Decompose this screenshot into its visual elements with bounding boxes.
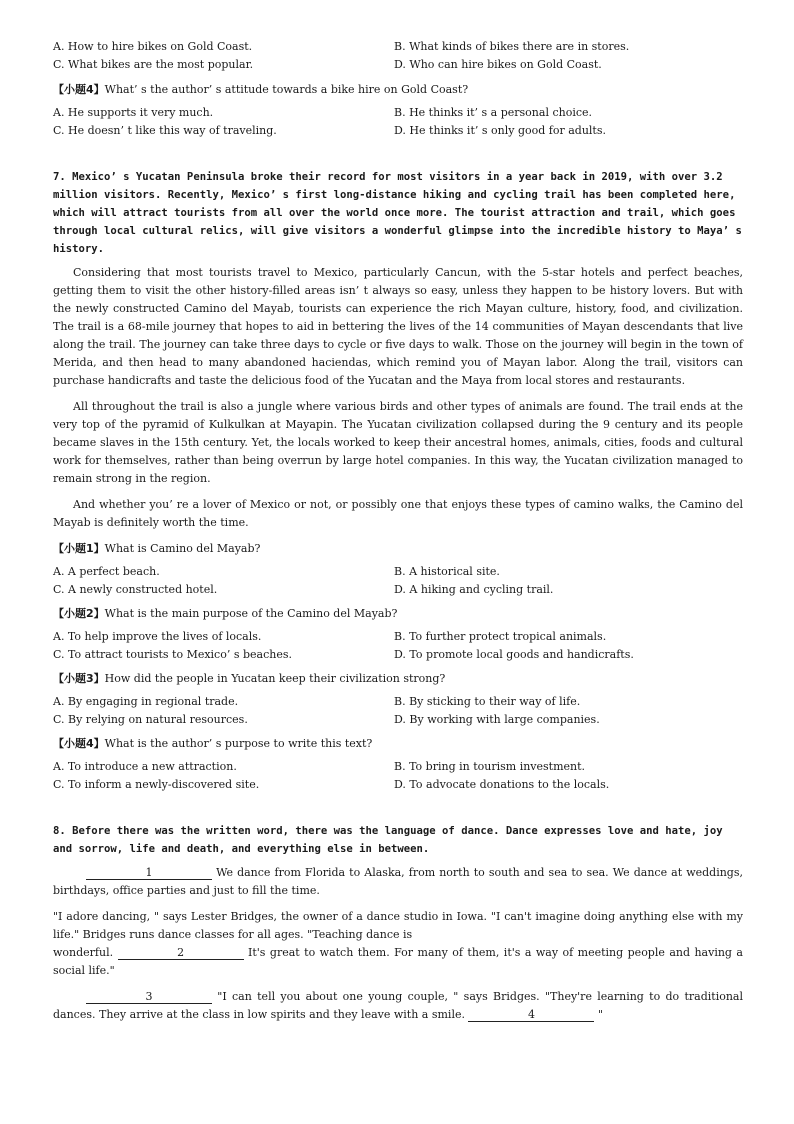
blank-3: 3: [86, 990, 212, 1004]
passage-8-intro: 8. Before there was the written word, there was the language of dance. Dance expresses love and hate, joy and sorrow, life and death, and everything else in between.: [53, 825, 723, 855]
option-a: A. To introduce a new attraction.: [53, 760, 237, 773]
question-stem: [53, 735, 743, 753]
option-a: A. To help improve the lives of locals.: [53, 630, 262, 643]
question-stem: [53, 605, 743, 623]
option-c: C. What bikes are the most popular.: [53, 58, 254, 71]
option-d: D. To advocate donations to the locals.: [394, 778, 610, 791]
question-tag: 【小题1】: [53, 542, 105, 555]
paragraph-text: wonderful.: [53, 946, 118, 959]
option-row: [53, 122, 743, 140]
option-b: B. What kinds of bikes there are in stores.: [394, 40, 630, 53]
option-b: B. To further protect tropical animals.: [394, 630, 607, 643]
question-tag: 【小题4】: [53, 83, 105, 96]
option-c: C. By relying on natural resources.: [53, 713, 248, 726]
option-d: D. A hiking and cycling trail.: [394, 583, 554, 596]
question-text: How did the people in Yucatan keep their civilization strong?: [104, 672, 446, 685]
passage-7-paragraph-2: All throughout the trail is also a jungle where various birds and other types of animals are found. The trail ends at the very top of the pyramid of Kulkulkan at Mayapin. The Yucatan civilization collapsed during the 9 century and its people became slaves in the 15th century. Yet, the locals worked to keep their ancestral homes, animals, cities, foods and cultural work for themselves, rather than being overrun by large hotel companies. In this way, the Yucatan civilization managed to remain strong in the region.: [53, 400, 743, 485]
paragraph-text: We dance from Florida to Alaska, from north to south and sea to sea. We dance at weddings, birthdays, office parties and just to fill the time.: [53, 866, 743, 897]
option-a: A. He supports it very much.: [53, 106, 214, 119]
passage-7-paragraph-3: And whether you’ re a lover of Mexico or not, or possibly one that enjoys these types of camino walks, the Camino del Mayab is definitely worth the time.: [53, 498, 743, 529]
blank-4: 4: [468, 1008, 594, 1022]
blank-2: 2: [118, 946, 244, 960]
option-row: [53, 711, 743, 729]
option-d: D. Who can hire bikes on Gold Coast.: [394, 58, 602, 71]
passage-7-paragraph-1: Considering that most tourists travel to Mexico, particularly Cancun, with the 5-star hotels and perfect beaches, getting them to visit the other history-filled areas isn’ t always so easy, unless they happen to be history lovers. But with the newly constructed Camino del Mayab, tourists can experience the rich Mayan culture, history, food, and civilization. The trail is a 68-mile journey that hopes to aid in bettering the lives of the 14 communities of Mayan descendants that live along the trail. The journey can take three days to cycle or five days to walk. Those on the journey will begin in the town of Merida, and then head to many abandoned haciendas, which remind you of Mayan labor. Along the trail, visitors can purchase handicrafts and taste the delicious food of the Yucatan and the Maya from local stores and restaurants.: [53, 266, 743, 387]
paragraph-text: ": [594, 1008, 604, 1021]
question-tag: 【小题4】: [53, 737, 105, 750]
option-row: [53, 38, 743, 56]
option-b: B. By sticking to their way of life.: [394, 695, 581, 708]
option-d: D. He thinks it’ s only good for adults.: [394, 124, 606, 137]
question-text: What is the main purpose of the Camino del Mayab?: [104, 607, 398, 620]
paragraph-text: "I can tell you about one young couple, " says Bridges. "They're learning to do traditional dances. They arrive at the class in low spirits and they leave with a smile.: [53, 990, 743, 1021]
paragraph-text: "I adore dancing, " says Lester Bridges, the owner of a dance studio in Iowa. "I can't imagine doing anything else with my life." Bridges runs dance classes for all ages. "Teaching dance is: [53, 910, 743, 941]
option-a: A. By engaging in regional trade.: [53, 695, 239, 708]
question-tag: 【小题2】: [53, 607, 105, 620]
question-text: What’ s the author’ s attitude towards a bike hire on Gold Coast?: [104, 83, 469, 96]
document-page: [53, 38, 743, 1032]
option-row: [53, 581, 743, 599]
question-stem: [53, 81, 743, 99]
passage-7-intro: 7. Mexico’ s Yucatan Peninsula broke their record for most visitors in a year back in 2019, with over 3.2 million visitors. Recently, Mexico’ s first long-distance hiking and cycling trail has been completed here, which will attract tourists from all over the world once more. The tourist attraction and trail, which goes through local cultural relics, will give visitors a wonderful glimpse into the incredible history to Maya’ s history.: [53, 171, 742, 255]
question-text: What is Camino del Mayab?: [104, 542, 261, 555]
option-row: [53, 56, 743, 74]
option-row: [53, 104, 743, 122]
option-a: A. A perfect beach.: [53, 565, 160, 578]
option-b: B. He thinks it’ s a personal choice.: [394, 106, 593, 119]
option-c: C. A newly constructed hotel.: [53, 583, 218, 596]
option-row: [53, 693, 743, 711]
option-row: [53, 563, 743, 581]
option-row: [53, 646, 743, 664]
question-text: What is the author’ s purpose to write this text?: [104, 737, 373, 750]
question-stem: [53, 670, 743, 688]
option-a: A. How to hire bikes on Gold Coast.: [53, 40, 253, 53]
option-row: [53, 628, 743, 646]
option-c: C. To attract tourists to Mexico’ s beaches.: [53, 648, 292, 661]
passage-8-paragraph-1: [53, 864, 743, 900]
question-stem: [53, 540, 743, 558]
passage-8-paragraph-2: [53, 908, 743, 980]
option-b: B. A historical site.: [394, 565, 500, 578]
option-row: [53, 758, 743, 776]
blank-1: 1: [86, 866, 212, 880]
option-c: C. To inform a newly-discovered site.: [53, 778, 260, 791]
option-c: C. He doesn’ t like this way of traveling.: [53, 124, 277, 137]
option-d: D. By working with large companies.: [394, 713, 600, 726]
option-b: B. To bring in tourism investment.: [394, 760, 586, 773]
question-tag: 【小题3】: [53, 672, 105, 685]
option-d: D. To promote local goods and handicrafts.: [394, 648, 634, 661]
paragraph-text: It's great to watch them. For many of them, it's a way of meeting people and having a social life.": [53, 946, 743, 977]
passage-8-paragraph-3: [53, 988, 743, 1024]
option-row: [53, 776, 743, 794]
